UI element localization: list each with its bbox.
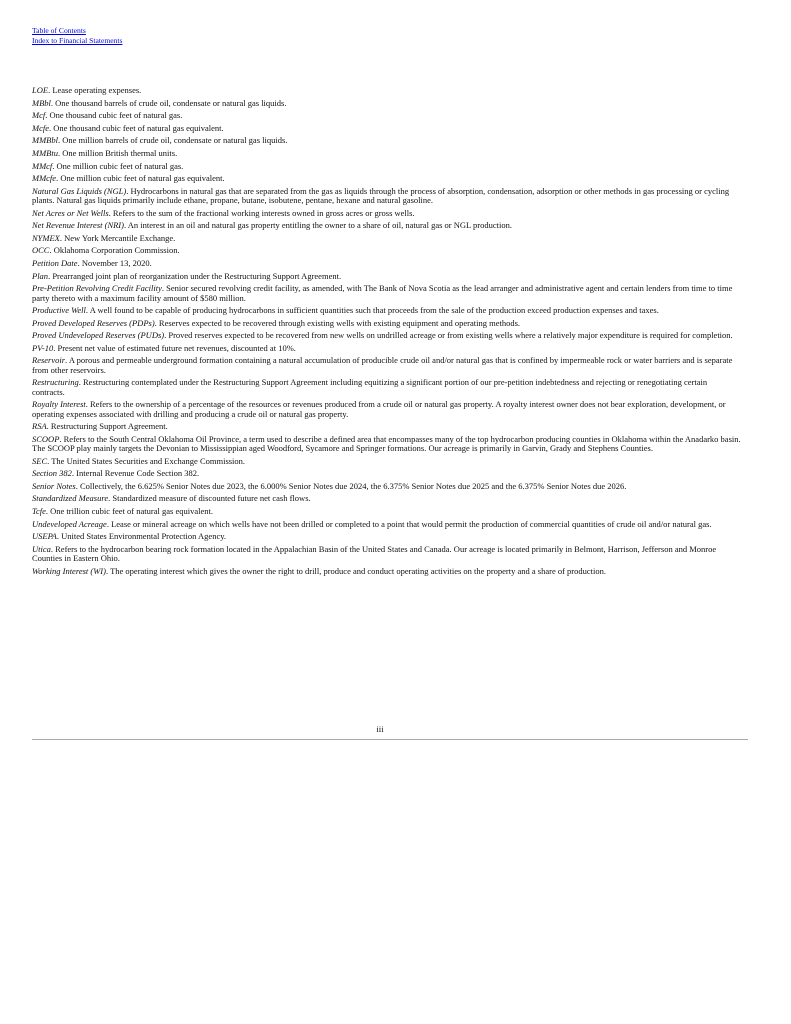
glossary-entry: Proved Developed Reserves (PDPs). Reserves expected to be recovered through existing wells with existing equipment and operating methods. xyxy=(32,317,521,328)
glossary-entry: MMcf. One million cubic feet of natural gas. xyxy=(32,160,184,171)
glossary-term: Proved Developed Reserves (PDPs) xyxy=(32,317,155,328)
glossary-entry: Proved Undeveloped Reserves (PUDs). Proved reserves expected to be recovered from new wells on undrilled acreage or from existing wells where a relatively major expenditure is required for completion. xyxy=(32,330,733,341)
glossary-term: Net Acres or Net Wells xyxy=(32,207,109,218)
glossary-definition: Refers to the South Central Oklahoma Oil Province, a term used to describe a defined area that encompasses many of the top hydrocarbon producing counties in Oklahoma within the Anadarko basin. The SCOOP play mainly targets the Devonian to Mississippian aged Woodford, Sycamore and Springer formations. Our acreage is primarily in Garvin, Grady and Stephens Counties. xyxy=(32,433,741,454)
glossary-term: Section 382 xyxy=(32,468,72,479)
glossary-entry: PV-10. Present net value of estimated future net revenues, discounted at 10%. xyxy=(32,342,296,353)
glossary-definition: An interest in an oil and natural gas property entitling the owner to a share of oil, natural gas or NGL production. xyxy=(127,220,512,231)
glossary-entry: MMcfe. One million cubic feet of natural gas equivalent. xyxy=(32,173,225,184)
glossary-definition: Refers to the sum of the fractional working interests owned in gross acres or gross wells. xyxy=(112,207,415,218)
glossary-term: Proved Undeveloped Reserves (PUDs) xyxy=(32,330,165,341)
glossary-term: NYMEX xyxy=(32,232,60,243)
glossary-definition: Prearranged joint plan of reorganization under the Restructuring Support Agreement. xyxy=(52,270,342,281)
glossary-definition: Present net value of estimated future net revenues, discounted at 10%. xyxy=(57,342,296,353)
glossary-definition: November 13, 2020. xyxy=(81,258,152,269)
glossary-term: Plan xyxy=(32,270,49,281)
glossary-term: PV-10 xyxy=(32,342,54,353)
glossary-definition: Oklahoma Corporation Commission. xyxy=(53,245,180,256)
glossary-entry: Mcfe. One thousand cubic feet of natural gas equivalent. xyxy=(32,122,224,133)
glossary-definition: Reserves expected to be recovered through existing wells with existing equipment and operating methods. xyxy=(158,317,521,328)
glossary-entry: Section 382. Internal Revenue Code Section 382. xyxy=(32,468,200,479)
glossary-term: RSA xyxy=(32,421,47,432)
glossary-term: Royalty Interest xyxy=(32,399,86,410)
glossary-term: SCOOP xyxy=(32,433,60,444)
glossary-definition: A porous and permeable underground formation containing a natural accumulation of producible crude oil and/or natural gas that is confined by impermeable rock or water barriers and is separate from other reservoirs. xyxy=(32,355,733,375)
glossary-entry: Royalty Interest. Refers to the ownership of a percentage of the resources or revenues produced from a crude oil or natural gas property. A royalty interest owner does not bear exploration, development, or operating expenses associated with drilling and producing a crude oil or natural gas property. xyxy=(32,399,726,419)
glossary-definition: Standardized measure of discounted future net cash flows. xyxy=(112,493,311,504)
glossary-term: MMcf xyxy=(32,160,53,171)
glossary-entry: Utica. Refers to the hydrocarbon bearing rock formation located in the Appalachian Basin of the United States and Canada. Our acreage is located primarily in Belmont, Harrison, Jefferson and Monroe Counties in Eastern Ohio. xyxy=(32,543,717,564)
glossary-term: MMBtu xyxy=(32,147,58,158)
glossary-entry: LOE. Lease operating expenses. xyxy=(32,85,142,95)
glossary-definition: Lease or mineral acreage on which wells have not been drilled or completed to a point that would permit the production of commercial quantities of crude oil and/or natural gas. xyxy=(111,518,712,529)
glossary-definition: The United States Securities and Exchange Commission. xyxy=(51,455,246,466)
glossary-definition: United States Environmental Protection Agency. xyxy=(61,531,227,542)
glossary-term: SEC xyxy=(32,455,48,466)
glossary-definition: One million cubic feet of natural gas equivalent. xyxy=(60,173,225,184)
glossary-entry: MMBbl. One million barrels of crude oil, condensate or natural gas liquids. xyxy=(32,135,288,146)
glossary-term: MMcfe xyxy=(32,173,57,184)
glossary-definition: Lease operating expenses. xyxy=(52,85,142,95)
glossary-definition: One thousand barrels of crude oil, condensate or natural gas liquids. xyxy=(55,97,287,108)
glossary-entry: Plan. Prearranged joint plan of reorganization under the Restructuring Support Agreement. xyxy=(32,270,342,281)
glossary-term: Natural Gas Liquids (NGL) xyxy=(32,185,127,196)
glossary-definition: One million barrels of crude oil, condensate or natural gas liquids. xyxy=(62,135,288,146)
glossary-entry: SCOOP. Refers to the South Central Oklahoma Oil Province, a term used to describe a defined area that encompasses many of the top hydrocarbon producing counties in Oklahoma within the Anadarko basin. The SCOOP play mainly targets the Devonian to Mississippian aged Woodford, Sycamore and Springer formations. Our acreage is primarily in Garvin, Grady and Stephens Counties. xyxy=(32,433,741,454)
glossary-term: MMBbl xyxy=(32,135,58,146)
glossary-definition: One thousand cubic feet of natural gas equivalent. xyxy=(53,122,224,133)
glossary-entry: Reservoir. A porous and permeable underground formation containing a natural accumulation of producible crude oil and/or natural gas that is confined by impermeable rock or water barriers and is separate from other reservoirs. xyxy=(32,355,733,375)
glossary-definition: Refers to the hydrocarbon bearing rock formation located in the Appalachian Basin of the United States and Canada. Our acreage is located primarily in Belmont, Harrison, Jefferson and Monroe Counties in Eastern Ohio. xyxy=(32,543,717,564)
glossary-definition: One trillion cubic feet of natural gas equivalent. xyxy=(50,506,213,516)
glossary-entry: Productive Well. A well found to be capable of producing hydrocarbons in sufficient quantities such that proceeds from the sale of the production exceed production expenses and taxes. xyxy=(32,305,659,316)
glossary-entry: Net Revenue Interest (NRI). An interest in an oil and natural gas property entitling the owner to a share of oil, natural gas or NGL production. xyxy=(32,220,512,231)
glossary-entry: MBbl. One thousand barrels of crude oil, condensate or natural gas liquids. xyxy=(32,97,287,108)
glossary-entry: SEC. The United States Securities and Exchange Commission. xyxy=(32,455,246,466)
glossary-term: OCC xyxy=(32,245,50,256)
glossary-term: Mcfe xyxy=(32,122,49,133)
glossary-definition: New York Mercantile Exchange. xyxy=(64,232,176,243)
glossary-term: Utica xyxy=(32,543,51,554)
glossary-entry: RSA. Restructuring Support Agreement. xyxy=(32,421,168,432)
glossary-definition: Restructuring Support Agreement. xyxy=(50,421,168,432)
glossary-term: Petition Date xyxy=(32,258,78,269)
glossary-entry: Natural Gas Liquids (NGL). Hydrocarbons in natural gas that are separated from the gas as liquids through the process of absorption, condensation, adsorption or other methods in gas processing or cycling plants. Natural gas liquids primarily include ethane, propane, butane, isobutene, pentane, hexane and natural gasoline. xyxy=(32,185,730,206)
glossary-definition: Hydrocarbons in natural gas that are separated from the gas as liquids through the process of absorption, condensation, adsorption or other methods in gas processing or cycling plants. Natural gas liquids primarily include ethane, propane, butane, isobutene, pentane, hexane and natural gasoline. xyxy=(32,185,730,206)
glossary-definition: Restructuring contemplated under the Restructuring Support Agreement including equitizing a significant portion of our pre-petition indebtedness and rejecting or renegotiating certain contracts. xyxy=(32,377,708,397)
glossary-term: Pre-Petition Revolving Credit Facility xyxy=(32,283,162,294)
glossary-term: Productive Well xyxy=(32,305,86,316)
glossary-entry: Pre-Petition Revolving Credit Facility. Senior secured revolving credit facility, as amended, with The Bank of Nova Scotia as the lead arranger and administrative agent and certain lenders from time to time party thereto with a maximum facility amount of $580 million. xyxy=(32,283,733,303)
glossary-term: Mcf xyxy=(32,110,46,121)
glossary-term: MBbl xyxy=(32,97,51,108)
glossary-entry: Standardized Measure. Standardized measure of discounted future net cash flows. xyxy=(32,493,311,504)
glossary-term: Reservoir xyxy=(32,355,66,366)
glossary-definition: One thousand cubic feet of natural gas. xyxy=(49,110,183,121)
glossary-entry: Mcf. One thousand cubic feet of natural gas. xyxy=(32,110,183,121)
index-financial-statements-link[interactable]: Index to Financial Statements xyxy=(32,35,123,45)
glossary-entry: Restructuring. Restructuring contemplated under the Restructuring Support Agreement including equitizing a significant portion of our pre-petition indebtedness and rejecting or renegotiating certain contracts. xyxy=(32,377,708,397)
glossary-term: LOE xyxy=(32,85,49,95)
glossary-definition: One million cubic feet of natural gas. xyxy=(56,160,184,171)
glossary-term: USEPA xyxy=(32,531,57,542)
glossary-definition: One million British thermal units. xyxy=(62,147,178,158)
glossary-entry: Tcfe. One trillion cubic feet of natural gas equivalent. xyxy=(32,506,213,516)
top-links xyxy=(32,26,122,45)
glossary-term: Standardized Measure xyxy=(32,493,109,504)
glossary-entry: USEPA. United States Environmental Protection Agency. xyxy=(32,531,227,542)
glossary-definition: Refers to the ownership of a percentage of the resources or revenues produced from a crude oil or natural gas property. A royalty interest owner does not bear exploration, development, or operating expenses associated with drilling and producing a crude oil or natural gas property. xyxy=(32,399,726,419)
glossary-entry: Working Interest (WI). The operating interest which gives the owner the right to drill, produce and conduct operating activities on the property and a share of production. xyxy=(32,565,606,576)
glossary-definition: Senior secured revolving credit facility, as amended, with The Bank of Nova Scotia as the lead arranger and administrative agent and certain lenders from time to time party thereto with a maximum facility amount of $580 million. xyxy=(32,283,733,303)
glossary-list xyxy=(32,86,742,579)
glossary-entry: Petition Date. November 13, 2020. xyxy=(32,258,152,269)
glossary-entry: Senior Notes. Collectively, the 6.625% Senior Notes due 2023, the 6.000% Senior Notes due 2024, the 6.375% Senior Notes due 2025 and the 6.375% Senior Notes due 2026. xyxy=(32,480,627,491)
glossary-term: Restructuring xyxy=(32,377,79,388)
glossary-term: Working Interest (WI) xyxy=(32,565,106,576)
glossary-definition: The operating interest which gives the owner the right to drill, produce and conduct operating activities on the property and a share of production. xyxy=(110,565,606,576)
glossary-definition: A well found to be capable of producing hydrocarbons in sufficient quantities such that proceeds from the sale of the production exceed production expenses and taxes. xyxy=(89,305,659,316)
glossary-entry: Undeveloped Acreage. Lease or mineral acreage on which wells have not been drilled or completed to a point that would permit the production of commercial quantities of crude oil and/or natural gas. xyxy=(32,518,712,529)
page-divider xyxy=(32,739,748,740)
glossary-term: Senior Notes xyxy=(32,480,76,491)
glossary-definition: Internal Revenue Code Section 382. xyxy=(76,468,200,479)
glossary-term: Tcfe xyxy=(32,506,46,516)
glossary-term: Net Revenue Interest (NRI) xyxy=(32,220,124,231)
glossary-entry: MMBtu. One million British thermal units. xyxy=(32,147,178,158)
table-of-contents-link[interactable]: Table of Contents xyxy=(32,26,86,35)
glossary-entry: NYMEX. New York Mercantile Exchange. xyxy=(32,232,176,243)
page-number: iii xyxy=(376,724,384,734)
glossary-entry: OCC. Oklahoma Corporation Commission. xyxy=(32,245,180,256)
glossary-definition: Collectively, the 6.625% Senior Notes due 2023, the 6.000% Senior Notes due 2024, the 6.375% Senior Notes due 2025 and the 6.375% Senior Notes due 2026. xyxy=(79,480,627,491)
glossary-definition: Proved reserves expected to be recovered from new wells on undrilled acreage or from existing wells where a relatively major expenditure is required for completion. xyxy=(168,330,733,341)
glossary-term: Undeveloped Acreage xyxy=(32,518,107,529)
glossary-entry: Net Acres or Net Wells. Refers to the sum of the fractional working interests owned in gross acres or gross wells. xyxy=(32,207,415,218)
